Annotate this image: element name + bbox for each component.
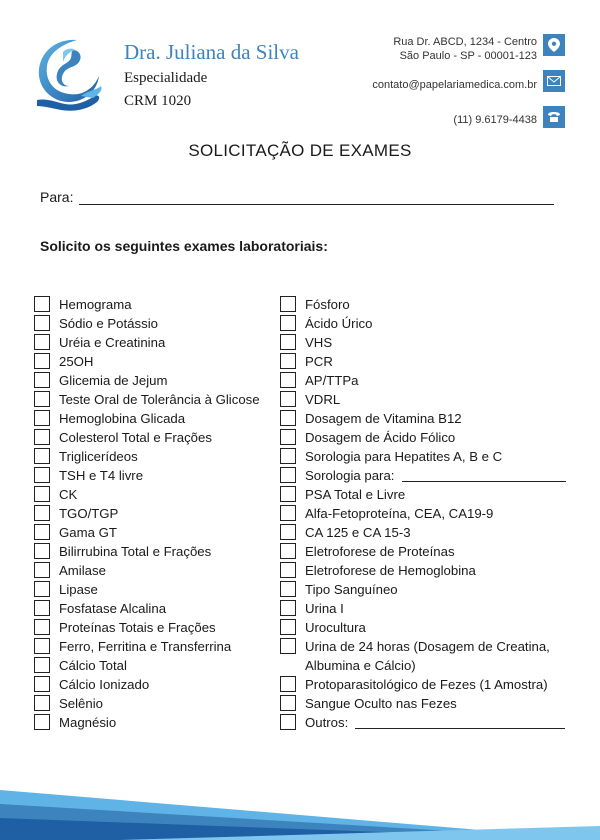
- exam-label: Urina I: [305, 601, 344, 616]
- exam-item-lipase: [34, 580, 274, 599]
- exam-item-bilirrubina-total-e-fracoes: [34, 542, 274, 561]
- exam-label: Bilirrubina Total e Frações: [59, 544, 212, 559]
- form-title: SOLICITAÇÃO DE EXAMES: [188, 141, 412, 160]
- exam-item-ca-125-e-ca-15-3: [280, 523, 580, 542]
- exam-checkbox[interactable]: [280, 524, 296, 540]
- exam-label: Urina de 24 horas (Dosagem de Creatina, Albumina e Cálcio): [305, 639, 550, 673]
- exam-checkbox[interactable]: [280, 429, 296, 445]
- exam-item-protoparasitologico-de-fezes-1-amostra: [280, 675, 580, 694]
- exam-item-25oh: [34, 352, 274, 371]
- exam-checkbox[interactable]: [34, 467, 50, 483]
- exam-item-fosfatase-alcalina: [34, 599, 274, 618]
- exam-item-psa-total-e-livre: [280, 485, 580, 504]
- email-text: contato@papelariamedica.com.br: [372, 79, 537, 91]
- phone-text: (11) 9.6179-4438: [453, 114, 537, 126]
- exam-label: Sorologia para:: [305, 468, 395, 483]
- exam-item-outros: [280, 713, 580, 732]
- stomach-hand-logo: [33, 36, 105, 112]
- exam-checkbox[interactable]: [280, 372, 296, 388]
- exam-label: TGO/TGP: [59, 506, 119, 521]
- exam-checkbox[interactable]: [34, 562, 50, 578]
- exam-label: Fosfatase Alcalina: [59, 601, 167, 616]
- exam-item-tgo-tgp: [34, 504, 274, 523]
- exam-item-sorologia-para: [280, 466, 580, 485]
- exam-label: VDRL: [305, 392, 341, 407]
- doctor-crm: CRM 1020: [124, 93, 192, 109]
- footer-wave: [0, 760, 600, 840]
- exam-item-amilase: [34, 561, 274, 580]
- exam-label: Colesterol Total e Frações: [59, 430, 212, 445]
- exam-label: Ferro, Ferritina e Transferrina: [59, 639, 232, 654]
- exam-label: CK: [59, 487, 78, 502]
- exam-checkbox[interactable]: [280, 448, 296, 464]
- exam-checkbox[interactable]: [34, 543, 50, 559]
- exam-item-urina-i: [280, 599, 580, 618]
- address-line-1: Rua Dr. ABCD, 1234 - Centro: [393, 36, 537, 48]
- exam-item-sangue-oculto-nas-fezes: [280, 694, 580, 713]
- exam-checkbox[interactable]: [34, 505, 50, 521]
- exam-label: Tipo Sanguíneo: [305, 582, 398, 597]
- exam-label: Magnésio: [59, 715, 117, 730]
- to-field-line[interactable]: [79, 204, 554, 205]
- exam-item-tsh-e-t4-livre: [34, 466, 274, 485]
- exam-checkbox[interactable]: [280, 714, 296, 730]
- exam-item-calcio-ionizado: [34, 675, 274, 694]
- address-block: [393, 35, 537, 63]
- exam-checkbox[interactable]: [34, 524, 50, 540]
- exam-checkbox[interactable]: [280, 334, 296, 350]
- exam-checkbox[interactable]: [280, 467, 296, 483]
- exam-checkbox[interactable]: [280, 296, 296, 312]
- exam-item-sorologia-para-hepatites-a-b-e-c: [280, 447, 580, 466]
- exam-label: Proteínas Totais e Frações: [59, 620, 216, 635]
- exam-checkbox[interactable]: [280, 353, 296, 369]
- exam-checkbox[interactable]: [34, 410, 50, 426]
- exam-checkbox[interactable]: [280, 315, 296, 331]
- exam-checkbox[interactable]: [280, 676, 296, 692]
- exam-label: Lipase: [59, 582, 98, 597]
- location-pin-icon: [543, 34, 565, 56]
- exam-item-sodio-e-potassio: [34, 314, 274, 333]
- exam-label: Outros:: [305, 715, 349, 730]
- exam-checkbox[interactable]: [34, 676, 50, 692]
- exam-checkbox[interactable]: [34, 581, 50, 597]
- exam-checkbox[interactable]: [34, 695, 50, 711]
- exam-item-eletroforese-de-proteinas: [280, 542, 580, 561]
- exam-item-eletroforese-de-hemoglobina: [280, 561, 580, 580]
- exam-checkbox[interactable]: [280, 505, 296, 521]
- exam-item-colesterol-total-e-fracoes: [34, 428, 274, 447]
- exam-label: Amilase: [59, 563, 106, 578]
- exam-label: Sorologia para Hepatites A, B e C: [305, 449, 503, 464]
- exam-label: Urocultura: [305, 620, 366, 635]
- exam-label: Cálcio Ionizado: [59, 677, 150, 692]
- exam-item-urocultura: [280, 618, 580, 637]
- address-line-2: São Paulo - SP - 00001-123: [399, 50, 537, 62]
- exam-checkbox[interactable]: [34, 714, 50, 730]
- exam-checkbox[interactable]: [34, 353, 50, 369]
- exam-checkbox[interactable]: [280, 619, 296, 635]
- exam-checkbox[interactable]: [34, 600, 50, 616]
- request-statement: Solicito os seguintes exames laboratoriais:: [40, 238, 328, 254]
- exam-label: PSA Total e Livre: [305, 487, 406, 502]
- exam-item-gama-gt: [34, 523, 274, 542]
- exam-checkbox[interactable]: [280, 562, 296, 578]
- exam-item-pcr: [280, 352, 580, 371]
- exam-item-teste-oral-de-tolerancia-a-glicose: [34, 390, 274, 409]
- exam-list-right: [280, 295, 580, 732]
- exam-label: Sódio e Potássio: [59, 316, 158, 331]
- exam-checkbox[interactable]: [280, 600, 296, 616]
- exam-item-ck: [34, 485, 274, 504]
- exam-checkbox[interactable]: [280, 581, 296, 597]
- exam-label: Ácido Úrico: [305, 316, 373, 331]
- exam-label: Dosagem de Ácido Fólico: [305, 430, 456, 445]
- exam-checkbox[interactable]: [34, 372, 50, 388]
- telephone-icon: [543, 106, 565, 128]
- exam-label: Fósforo: [305, 297, 350, 312]
- exam-item-selenio: [34, 694, 274, 713]
- exam-item-hemoglobina-glicada: [34, 409, 274, 428]
- exam-item-ap-ttpa: [280, 371, 580, 390]
- exam-item-proteinas-totais-e-fracoes: [34, 618, 274, 637]
- exam-label: Alfa-Fetoproteína, CEA, CA19-9: [305, 506, 494, 521]
- doctor-name: Dra. Juliana da Silva: [124, 40, 299, 64]
- exam-checkbox[interactable]: [34, 486, 50, 502]
- exam-label: Selênio: [59, 696, 103, 711]
- exam-checkbox[interactable]: [280, 543, 296, 559]
- exam-checkbox[interactable]: [34, 638, 50, 654]
- exam-label: PCR: [305, 354, 333, 369]
- exam-checkbox[interactable]: [34, 296, 50, 312]
- exam-checkbox[interactable]: [34, 619, 50, 635]
- exam-label: 25OH: [59, 354, 94, 369]
- exam-item-magnesio: [34, 713, 274, 732]
- exam-label: Sangue Oculto nas Fezes: [305, 696, 457, 711]
- exam-item-ferro-ferritina-e-transferrina: [34, 637, 274, 656]
- exam-checkbox[interactable]: [34, 391, 50, 407]
- exam-checkbox[interactable]: [280, 391, 296, 407]
- exam-label: CA 125 e CA 15-3: [305, 525, 411, 540]
- exam-item-hemograma: [34, 295, 274, 314]
- exam-label: Hemograma: [59, 297, 132, 312]
- exam-item-dosagem-de-acido-folico: [280, 428, 580, 447]
- exam-item-vdrl: [280, 390, 580, 409]
- exam-item-alfa-fetoproteina-cea-ca19-9: [280, 504, 580, 523]
- doctor-specialty: Especialidade: [124, 70, 208, 86]
- exam-item-ureia-e-creatinina: [34, 333, 274, 352]
- exam-label: Triglicerídeos: [59, 449, 138, 464]
- exam-list-left: [34, 295, 274, 732]
- exam-checkbox[interactable]: [280, 486, 296, 502]
- exam-item-triglicerideos: [34, 447, 274, 466]
- exam-label: Eletroforese de Proteínas: [305, 544, 455, 559]
- exam-label: Eletroforese de Hemoglobina: [305, 563, 476, 578]
- envelope-icon: [543, 70, 565, 92]
- exam-checkbox[interactable]: [280, 695, 296, 711]
- exam-item-fosforo: [280, 295, 580, 314]
- exam-label: Teste Oral de Tolerância à Glicose: [59, 392, 260, 407]
- exam-checkbox[interactable]: [34, 448, 50, 464]
- exam-item-urina-de-24-horas-dosagem-de-creatina-al: [280, 637, 580, 675]
- exam-label: Cálcio Total: [59, 658, 127, 673]
- exam-checkbox[interactable]: [34, 315, 50, 331]
- others-fill-line[interactable]: [355, 728, 565, 729]
- exam-checkbox[interactable]: [34, 334, 50, 350]
- exam-label: Dosagem de Vitamina B12: [305, 411, 462, 426]
- exam-item-tipo-sanguineo: [280, 580, 580, 599]
- exam-item-calcio-total: [34, 656, 274, 675]
- exam-item-dosagem-de-vitamina-b12: [280, 409, 580, 428]
- exam-item-vhs: [280, 333, 580, 352]
- exam-checkbox[interactable]: [280, 410, 296, 426]
- exam-label: Glicemia de Jejum: [59, 373, 168, 388]
- exam-label: Gama GT: [59, 525, 117, 540]
- exam-label: TSH e T4 livre: [59, 468, 144, 483]
- exam-label: Hemoglobina Glicada: [59, 411, 186, 426]
- exam-label: Uréia e Creatinina: [59, 335, 166, 350]
- exam-label: VHS: [305, 335, 333, 350]
- exam-item-acido-urico: [280, 314, 580, 333]
- exam-label: Protoparasitológico de Fezes (1 Amostra): [305, 677, 548, 692]
- serology-fill-line[interactable]: [402, 481, 566, 482]
- exam-checkbox[interactable]: [34, 657, 50, 673]
- exam-checkbox[interactable]: [34, 429, 50, 445]
- exam-label: AP/TTPa: [305, 373, 359, 388]
- to-label: Para:: [40, 189, 74, 205]
- exam-checkbox[interactable]: [280, 638, 296, 654]
- exam-item-glicemia-de-jejum: [34, 371, 274, 390]
